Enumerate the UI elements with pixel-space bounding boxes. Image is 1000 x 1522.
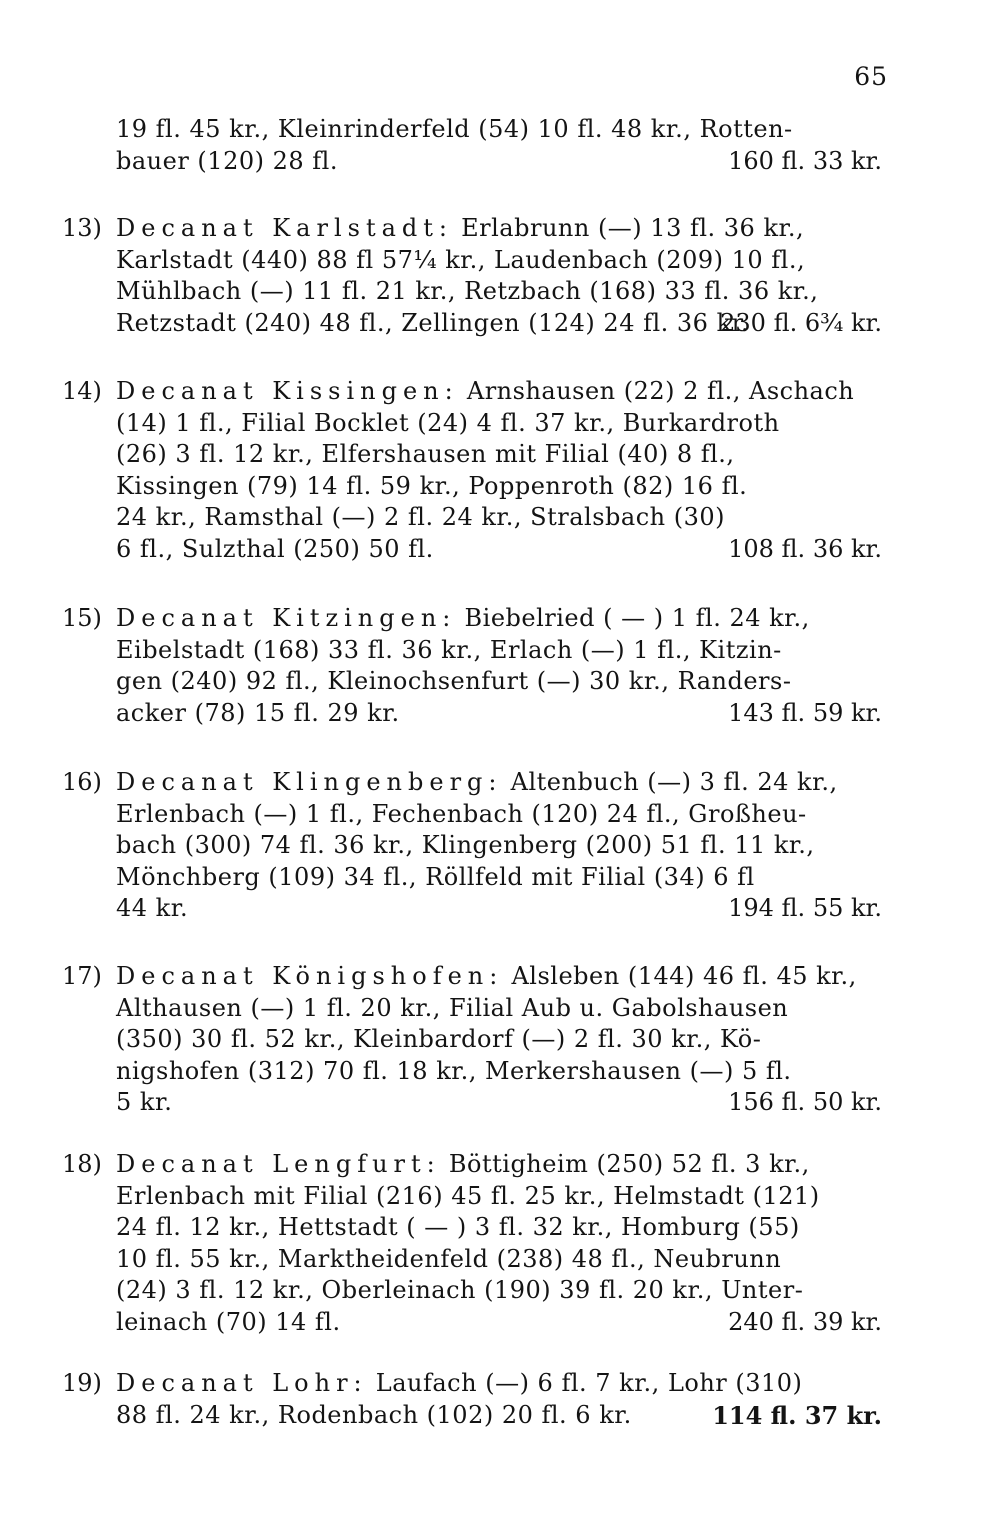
entry-number: 15) [62, 604, 102, 632]
entry-number: 16) [62, 768, 102, 796]
entry-line: 19 fl. 45 kr., Kleinrinderfeld (54) 10 fl. 48 kr., Rotten- [116, 115, 793, 143]
entry-heading: Decanat Lohr: [116, 1369, 368, 1397]
entry-line-text: Biebelried ( — ) 1 fl. 24 kr., [464, 604, 810, 632]
entry-line: Mönchberg (109) 34 fl., Röllfeld mit Filial (34) 6 fl [116, 862, 755, 891]
entry-line: (350) 30 fl. 52 kr., Kleinbardorf (—) 2 fl. 30 kr., Kö- [116, 1025, 762, 1053]
entry-line: gen (240) 92 fl., Kleinochsenfurt (—) 30 kr., Randers- [116, 667, 792, 695]
entry-total: 143 fl. 59 kr. [728, 698, 882, 727]
entry-line: 10 fl. 55 kr., Marktheidenfeld (238) 48 fl., Neubrunn [116, 1244, 782, 1273]
entry-line-text: Erlabrunn (—) 13 fl. 36 kr., [461, 214, 805, 242]
entry-number: 14) [62, 377, 102, 405]
entry-heading: Decanat Lengfurt: [116, 1150, 441, 1178]
entry-line [116, 603, 810, 635]
entry-line: 5 kr. [116, 1088, 173, 1116]
entry-line: 88 fl. 24 kr., Rodenbach (102) 20 fl. 6 kr. [116, 1400, 632, 1429]
entry-line: Althausen (—) 1 fl. 20 kr., Filial Aub u. Gabolshausen [116, 993, 789, 1022]
entry-line [116, 767, 838, 799]
entry-line: Karlstadt (440) 88 fl 57¼ kr., Laudenbach (209) 10 fl., [116, 245, 806, 274]
entry-number: 19) [62, 1369, 102, 1397]
entry-heading: Decanat Klingenberg: [116, 768, 503, 796]
entry-number: 13) [62, 214, 102, 242]
entry-line: (14) 1 fl., Filial Bocklet (24) 4 fl. 37 kr., Burkardroth [116, 408, 780, 437]
entry-total: 114 fl. 37 kr. [712, 1400, 882, 1430]
entry-line-text: Arnshausen (22) 2 fl., Aschach [466, 377, 855, 405]
entry-line: acker (78) 15 fl. 29 kr. [116, 698, 400, 727]
entry-line: Mühlbach (—) 11 fl. 21 kr., Retzbach (168) 33 fl. 36 kr., [116, 277, 819, 305]
entry-heading: Decanat Kissingen: [116, 377, 459, 405]
entry-line: leinach (70) 14 fl. [116, 1307, 341, 1336]
page-number: 65 [854, 62, 888, 91]
entry-line: bauer (120) 28 fl. [116, 146, 338, 175]
entry-line [116, 1368, 803, 1400]
entry-heading: Decanat Karlstadt: [116, 214, 453, 242]
entry-total: 194 fl. 55 kr. [728, 894, 882, 922]
entry-line [116, 1149, 810, 1181]
entry-line [116, 213, 805, 245]
entry-line [116, 376, 855, 408]
entry-body [116, 114, 793, 177]
entry-number: 17) [62, 962, 102, 990]
entry-total: 156 fl. 50 kr. [728, 1088, 882, 1116]
entry-line: Eibelstadt (168) 33 fl. 36 kr., Erlach (—) 1 fl., Kitzin- [116, 635, 782, 664]
entry-line: Kissingen (79) 14 fl. 59 kr., Poppenroth (82) 16 fl. [116, 471, 748, 500]
entry-heading: Decanat Königshofen: [116, 962, 504, 990]
entry-total: 108 fl. 36 kr. [728, 534, 882, 563]
entry-line: Erlenbach (—) 1 fl., Fechenbach (120) 24 fl., Großheu- [116, 799, 807, 828]
entry-line: nigshofen (312) 70 fl. 18 kr., Merkershausen (—) 5 fl. [116, 1056, 792, 1085]
entry-line-text: Laufach (—) 6 fl. 7 kr., Lohr (310) [375, 1369, 803, 1397]
entry-line: 24 kr., Ramsthal (—) 2 fl. 24 kr., Stralsbach (30) [116, 503, 725, 531]
entry-line-text: Altenbuch (—) 3 fl. 24 kr., [510, 768, 838, 796]
entry-line: (26) 3 fl. 12 kr., Elfershausen mit Filial (40) 8 fl., [116, 440, 735, 468]
entry-line-text: Böttigheim (250) 52 fl. 3 kr., [448, 1150, 810, 1178]
entry-line: 24 fl. 12 kr., Hettstadt ( — ) 3 fl. 32 kr., Homburg (55) [116, 1213, 800, 1241]
entry-total: 160 fl. 33 kr. [728, 146, 882, 175]
entry-total: 230 fl. 6¾ kr. [720, 308, 882, 337]
entry-line: 44 kr. [116, 894, 189, 922]
entry-number: 18) [62, 1150, 102, 1178]
entry-line: Retzstadt (240) 48 fl., Zellingen (124) 24 fl. 36 kr. [116, 308, 750, 337]
entry-line-text: Alsleben (144) 46 fl. 45 kr., [511, 962, 857, 990]
entry-line [116, 961, 857, 993]
entry-line: (24) 3 fl. 12 kr., Oberleinach (190) 39 fl. 20 kr., Unter- [116, 1276, 804, 1304]
entry-line: Erlenbach mit Filial (216) 45 fl. 25 kr., Helmstadt (121) [116, 1181, 820, 1210]
entry-heading: Decanat Kitzingen: [116, 604, 457, 632]
entry-total: 240 fl. 39 kr. [728, 1307, 882, 1336]
entry-line: bach (300) 74 fl. 36 kr., Klingenberg (200) 51 fl. 11 kr., [116, 831, 815, 859]
entry-line: 6 fl., Sulzthal (250) 50 fl. [116, 534, 434, 563]
